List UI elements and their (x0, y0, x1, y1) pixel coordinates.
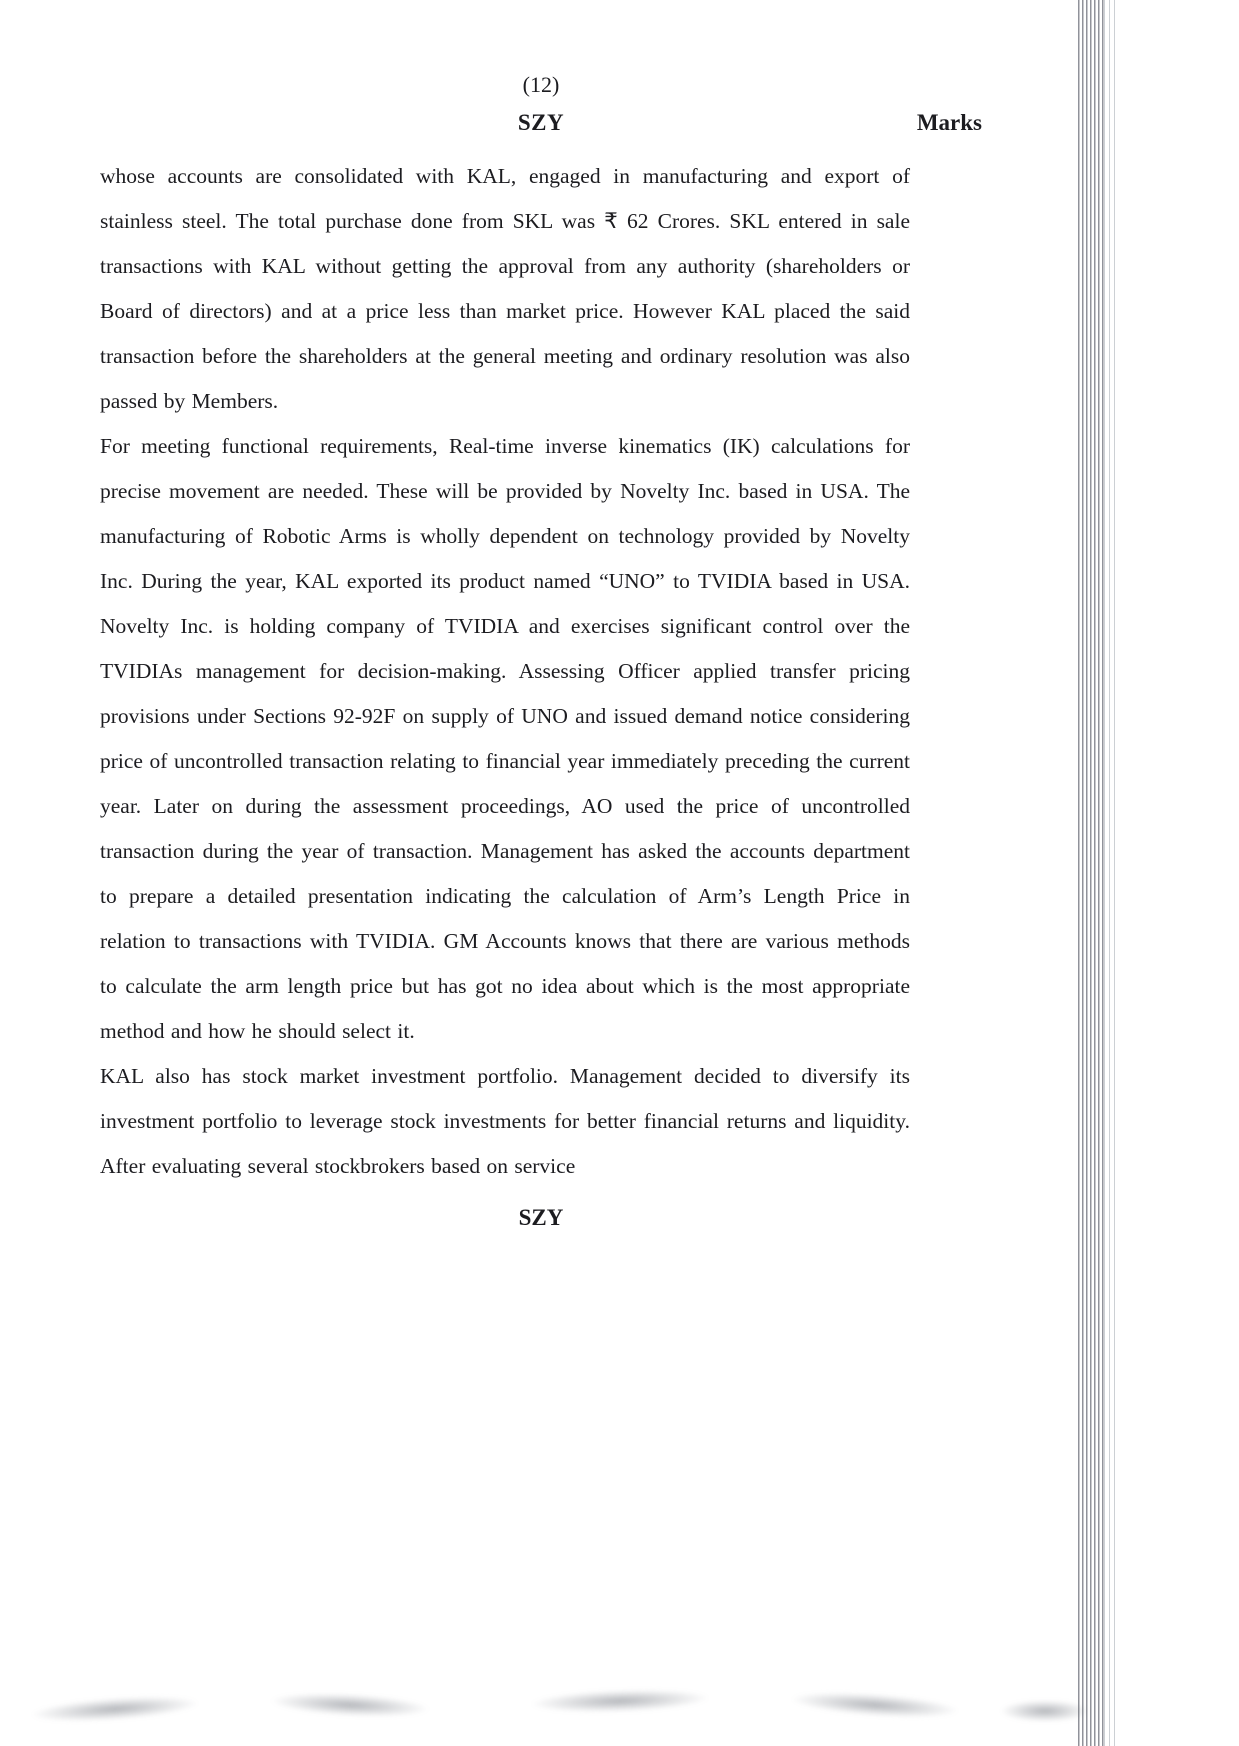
question-body (100, 154, 982, 1189)
scan-smudge (29, 1692, 200, 1726)
scan-smudge (1000, 1700, 1090, 1722)
page-header (100, 110, 982, 142)
binding-edge-artifact-light (1104, 0, 1118, 1746)
page-content (100, 70, 982, 1231)
footer-code: SZY (518, 1205, 564, 1230)
scan-smudge (789, 1688, 960, 1722)
header-code: SZY (517, 110, 565, 135)
body-paragraph: KAL also has stock market investment portfolio. Management decided to diversify its investment portfolio to leverage stock investments for better financial returns and liquidity. After evaluating several stockbrokers based on service (100, 1064, 910, 1178)
scan-smudge (530, 1687, 711, 1715)
body-paragraph: For meeting functional requirements, Real-time inverse kinematics (IK) calculations for precise movement are needed. These will be provided by Novelty Inc. based in USA. The manufacturing of Robotic Arms is wholly dependent on technology provided by Novelty Inc. During the year, KAL exported its product named “UNO” to TVIDIA based in USA. Novelty Inc. is holding company of TVIDIA and exercises significant control over the TVIDIAs management for decision-making. Assessing Officer applied transfer pricing provisions under Sections 92-92F on supply of UNO and issued demand notice considering price of uncontrolled transaction relating to financial year immediately preceding the current year. Later on during the assessment proceedings, AO used the price of uncontrolled transaction during the year of transaction. Management has asked the accounts department to prepare a detailed presentation indicating the calculation of Arm’s Length Price in relation to transactions with TVIDIA. GM Accounts knows that there are various methods to calculate the arm length price but has got no idea about which is the most appropriate method and how he should select it. (100, 434, 910, 1043)
scan-smudge (270, 1690, 431, 1720)
body-paragraph: whose accounts are consolidated with KAL, engaged in manufacturing and export of stainless steel. The total purchase done from SKL was ₹ 62 Crores. SKL entered in sale transactions with KAL without getting the approval from any authority (shareholders or Board of directors) and at a price less than market price. However KAL placed the said transaction before the shareholders at the general meeting and ordinary resolution was also passed by Members. (100, 164, 910, 413)
marks-column-label: Marks (916, 110, 982, 135)
binding-edge-artifact (1078, 0, 1104, 1746)
page-number: (12) (522, 72, 560, 97)
